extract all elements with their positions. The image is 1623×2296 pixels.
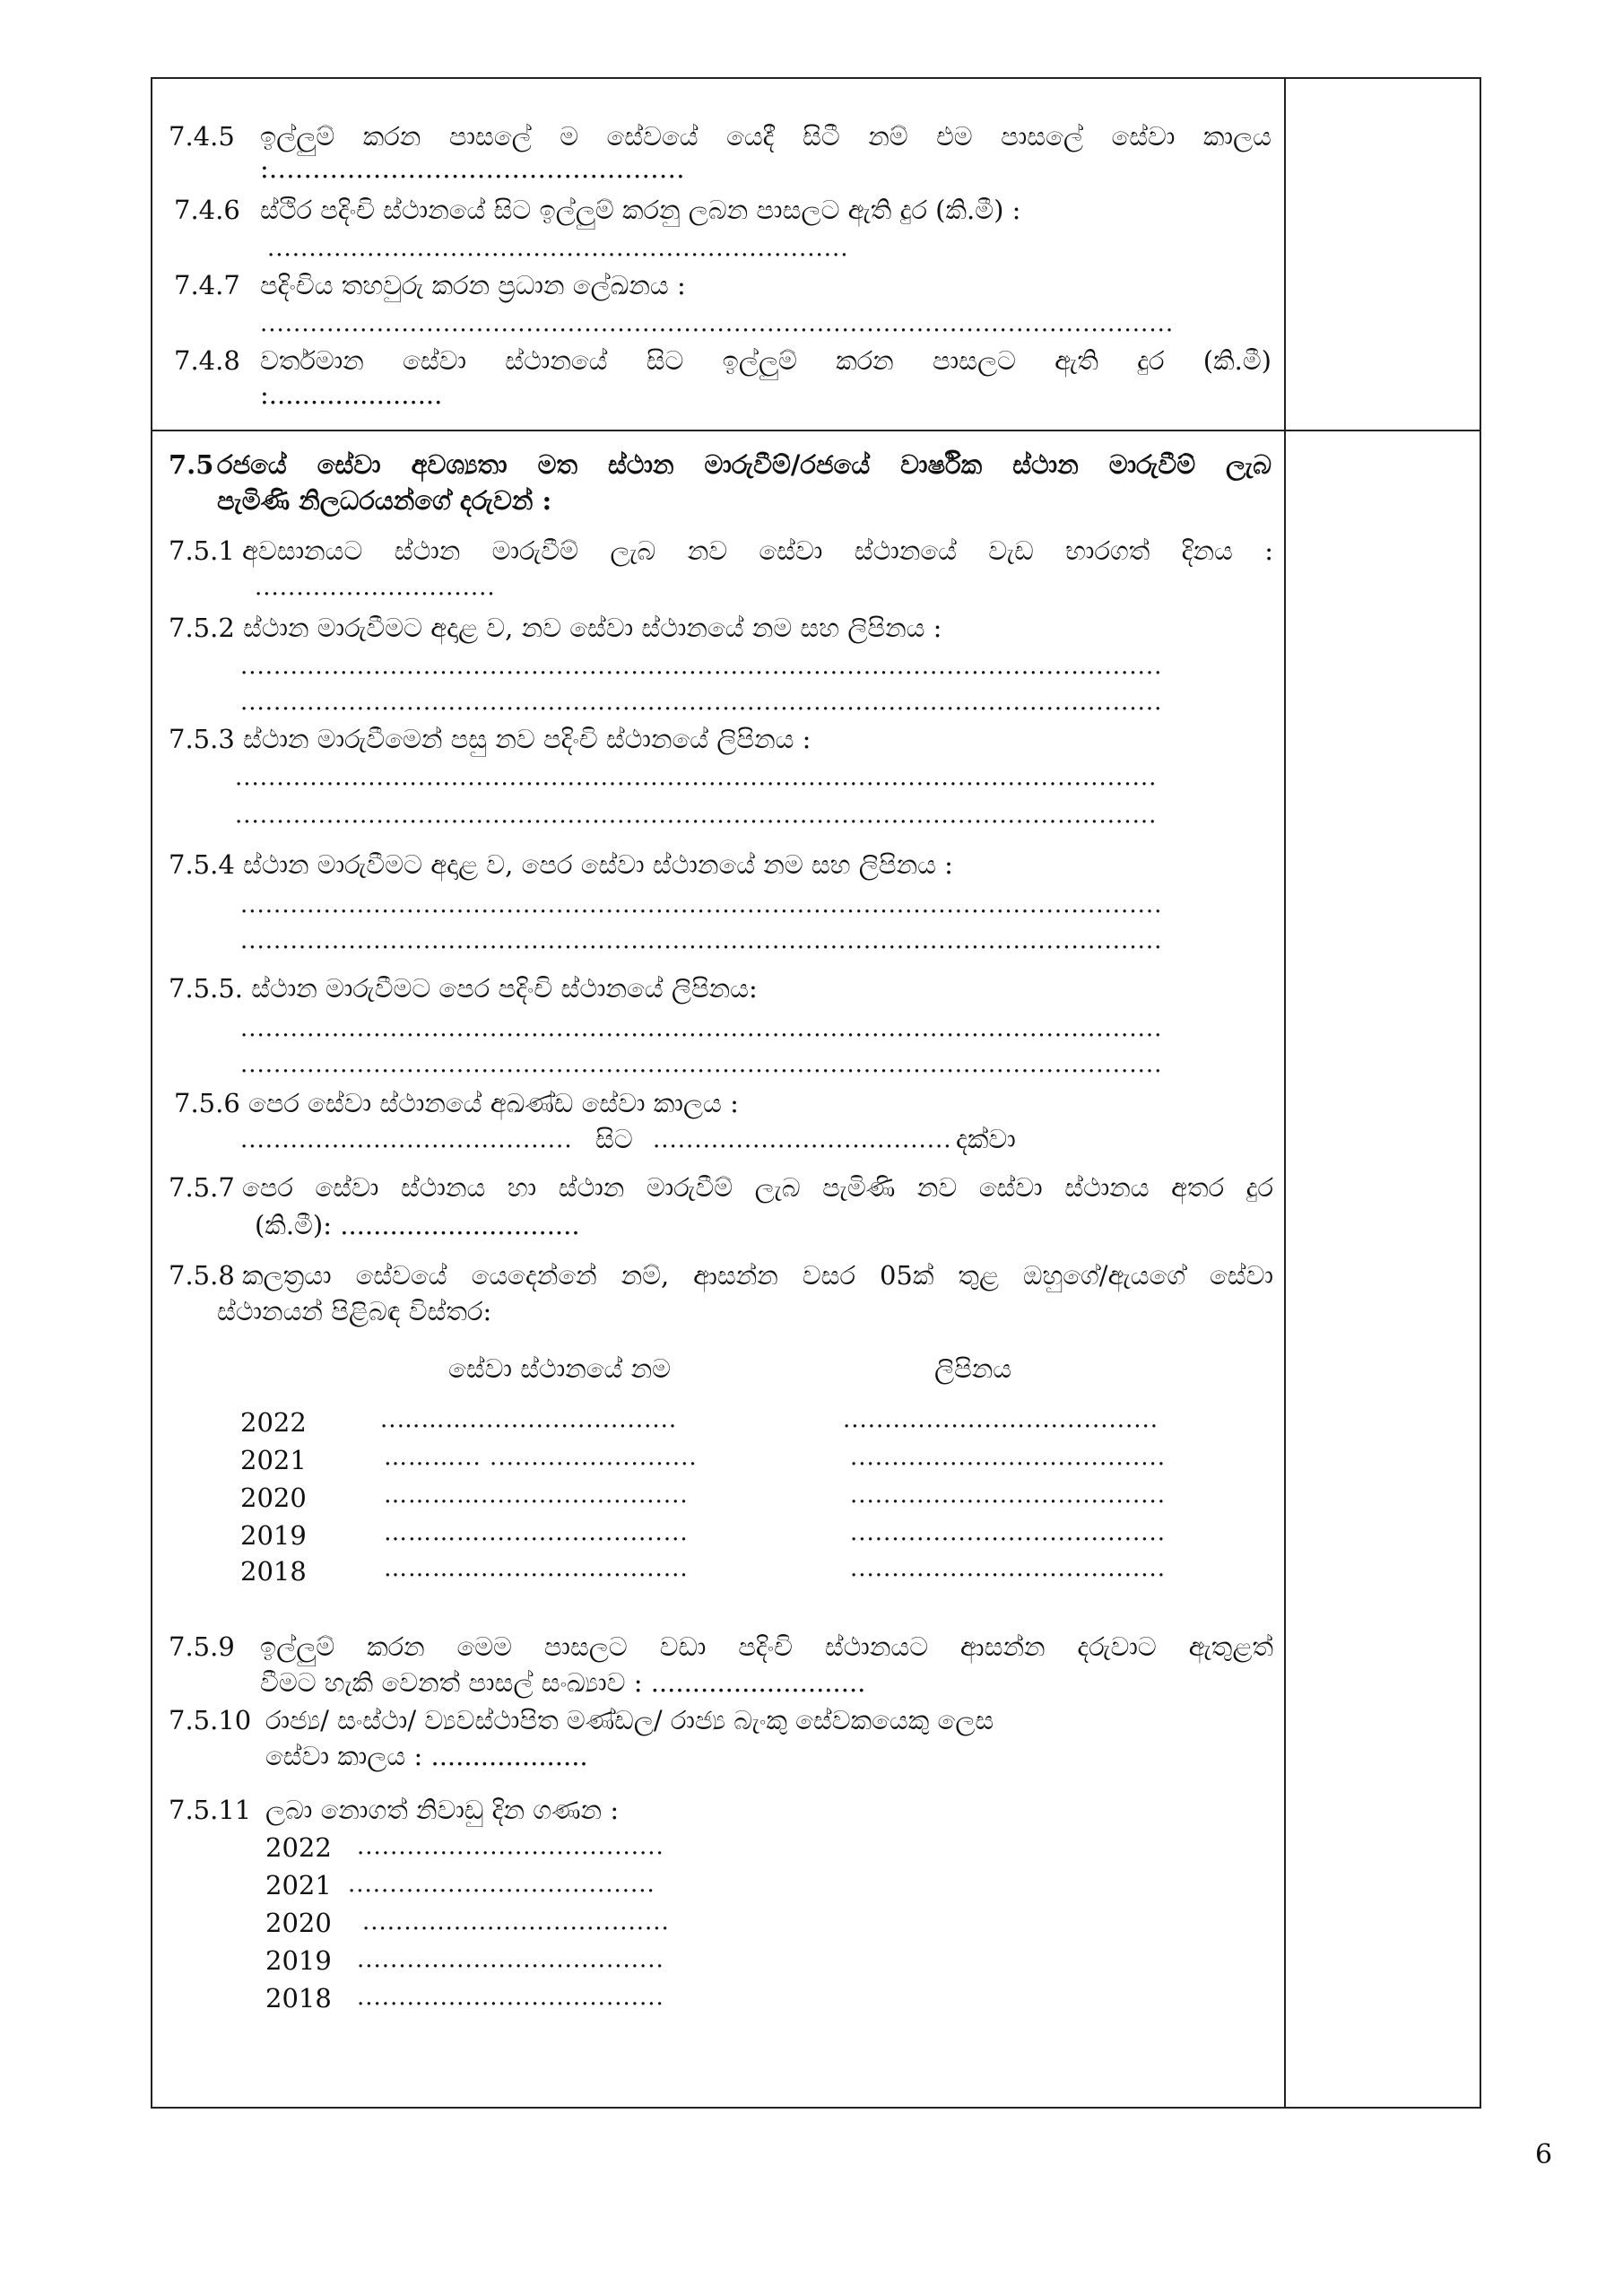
- item-7-5-8-number: 7.5.8: [169, 1260, 235, 1291]
- item-7-5-6-label: 7.5.6 පෙර සේවා ස්ථානයේ අඛණ්ඩ සේවා කාලය :: [174, 1088, 739, 1118]
- item-7-5-9-continuation[interactable]: වීමට හැකි වෙනත් පාසල් සංඛ්‍යාව : ..........................: [260, 1667, 866, 1698]
- item-7-5-3-blank-2[interactable]: ...............................................................................................................: [235, 802, 1158, 829]
- item-7-4-8-blank[interactable]: :.....................: [260, 379, 443, 410]
- spouse-row-year: 2021: [240, 1445, 307, 1475]
- item-7-5-11-number: 7.5.11: [169, 1795, 252, 1825]
- item-7-4-8-text: වර්තමාන සේවා ස්ථානයේ සිට ඉල්ලුම් කරන පාසලට ඇති දුර (කි.මී): [260, 345, 1271, 376]
- leave-row-blank[interactable]: .....................................: [357, 1984, 664, 2011]
- item-7-5-8-continuation: ස්ථානයන් පිළිබඳ විස්තර:: [217, 1296, 492, 1326]
- item-7-5-6-from-blank[interactable]: ........................................: [240, 1126, 573, 1153]
- item-7-5-2-blank-2[interactable]: ...............................................................................................................: [240, 689, 1163, 716]
- leave-row-blank[interactable]: .....................................: [357, 1946, 664, 1973]
- spouse-row-name-blank[interactable]: ..……….........................: [380, 1406, 678, 1433]
- item-7-4-6-blank[interactable]: ......................................................................: [267, 235, 849, 262]
- item-7-5-3-label: 7.5.3 ස්ථාන මාරුවීමෙන් පසු නව පදිංචි ස්ථානයේ ලිපිනය :: [169, 724, 812, 754]
- item-7-5-5-blank-1[interactable]: ...............................................................................................................: [240, 1015, 1163, 1042]
- leave-row-year: 2018: [265, 1983, 332, 2013]
- item-7-4-6-text: ස්ථිර පදිංචි ස්ථානයේ සිට ඉල්ලුම් කරනු ලබන පාසලට ඇති දුර (කි.මී) :: [260, 195, 1021, 225]
- spouse-row-address-blank[interactable]: ......................................: [850, 1482, 1167, 1509]
- spouse-row-year: 2019: [240, 1520, 307, 1551]
- item-7-5-2-blank-1[interactable]: ...............................................................................................................: [240, 653, 1163, 680]
- item-7-4-5-number: 7.4.5: [169, 121, 235, 152]
- leave-row-year: 2021: [265, 1870, 332, 1900]
- item-7-5-1-number: 7.5.1: [169, 535, 235, 566]
- leave-row-blank[interactable]: .....................................: [348, 1871, 655, 1898]
- item-7-5-1-blank[interactable]: .............................: [255, 574, 496, 601]
- leave-row-blank[interactable]: .....................................: [362, 1909, 670, 1935]
- section-7-5-title-line2: පැමිණි නිලධරයන්ගේ දරුවන් :: [217, 485, 552, 516]
- item-7-5-9-text: ඉල්ලුම් කරන මෙම පාසලට වඩා පදිංචි ස්ථානයට ආසන්න දරුවාට ඇතුළත්: [260, 1631, 1273, 1662]
- item-7-5-11-text: ලබා නොගත් නිවාඩු දින ගණන :: [265, 1795, 620, 1825]
- item-7-4-7-text: පදිංචිය තහවුරු කරන ප්‍රධාන ලේඛනය :: [260, 270, 686, 300]
- leave-row-blank[interactable]: .....................................: [357, 1833, 664, 1860]
- item-7-4-7-number: 7.4.7: [174, 270, 240, 300]
- spouse-table-header-address: ලිපිනය: [934, 1353, 1012, 1384]
- item-7-5-10-text: රාජ්‍ය/ සංස්ථා/ ව්‍යවස්ථාපිත මණ්ඩල/ රාජ්‍ය බැංකු සේවකයෙකු ලෙස: [265, 1705, 994, 1735]
- item-7-5-4-blank-2[interactable]: ...............................................................................................................: [240, 927, 1163, 954]
- item-7-5-10-continuation[interactable]: සේවා කාලය : ...................: [265, 1741, 588, 1771]
- spouse-row-address-blank[interactable]: ......................................: [850, 1444, 1167, 1471]
- item-7-5-7-continuation[interactable]: (කි.මී): .............................: [255, 1210, 580, 1240]
- item-7-4-5-blank[interactable]: :…………………………………………: [260, 153, 685, 184]
- spouse-row-address-blank[interactable]: ......................................: [850, 1555, 1167, 1582]
- spouse-row-name-blank[interactable]: ………... .........................: [384, 1444, 698, 1471]
- spouse-row-year: 2018: [240, 1556, 307, 1587]
- item-7-5-9-number: 7.5.9: [169, 1631, 235, 1662]
- item-7-5-6-to-word: දක්වා: [956, 1124, 1016, 1154]
- item-7-5-7-number: 7.5.7: [169, 1172, 235, 1203]
- section-7-5-number: 7.5: [169, 449, 214, 480]
- item-7-5-6-from-word: සිට: [595, 1124, 633, 1154]
- item-7-4-8-number: 7.4.8: [174, 345, 240, 376]
- item-7-5-8-text: කලත්‍රයා සේවයේ යෙදෙන්නේ නම්, ආසන්න වසර 05ක් තුළ ඔහුගේ/ඇයගේ සේවා: [242, 1260, 1273, 1291]
- item-7-5-4-label: 7.5.4 ස්ථාන මාරුවීමට අදාළ ව, පෙර සේවා ස්ථානයේ නම සහ ලිපිනය :: [169, 849, 953, 880]
- item-7-4-7-blank[interactable]: ..............................................................................................................: [260, 310, 1175, 337]
- item-7-5-4-blank-1[interactable]: ...............................................................................................................: [240, 891, 1163, 918]
- row-divider: [152, 430, 1480, 431]
- item-7-5-5-label: 7.5.5. ස්ථාන මාරුවීමට පෙර පදිංචි ස්ථානයේ ලිපිනය:: [169, 973, 758, 1004]
- leave-row-year: 2022: [265, 1832, 332, 1863]
- spouse-table-header-name: සේවා ස්ථානයේ නම: [448, 1353, 672, 1384]
- page-number: 6: [1535, 2139, 1553, 2170]
- item-7-4-6-number: 7.4.6: [174, 195, 240, 225]
- leave-row-year: 2020: [265, 1908, 332, 1938]
- item-7-5-3-blank-1[interactable]: ...............................................................................................................: [235, 764, 1158, 791]
- spouse-row-year: 2020: [240, 1483, 307, 1513]
- item-7-5-6-to-blank[interactable]: ....................................: [653, 1126, 952, 1153]
- item-7-5-2-label: 7.5.2 ස්ථාන මාරුවීමට අදාළ ව, නව සේවා ස්ථානයේ නම සහ ලිපිනය :: [169, 613, 942, 643]
- section-7-5-title-line1: රජයේ සේවා අවශ්‍යතා මත ස්ථාන මාරුවීම්/රජයේ වාර්ෂික ස්ථාන මාරුවීම් ලැබ: [217, 449, 1271, 480]
- item-7-5-7-text: පෙර සේවා ස්ථානය හා ස්ථාන මාරුවීම් ලැබ පැමිණි නව සේවා ස්ථානය අතර දුර: [242, 1172, 1273, 1203]
- spouse-row-name-blank[interactable]: ………….........................: [384, 1555, 689, 1582]
- item-7-5-10-number: 7.5.10: [169, 1705, 252, 1735]
- item-7-5-1-text: අවසානයට ස්ථාන මාරුවීම් ලැබ නව සේවා ස්ථානයේ වැඩ භාරගත් දිනය :: [242, 535, 1273, 566]
- spouse-row-name-blank[interactable]: ………….........................: [384, 1519, 689, 1546]
- spouse-row-address-blank[interactable]: ......................................: [850, 1519, 1167, 1546]
- item-7-5-5-blank-2[interactable]: ...............................................................................................................: [240, 1051, 1163, 1078]
- leave-row-year: 2019: [265, 1945, 332, 1976]
- column-divider: [1284, 79, 1286, 2107]
- spouse-row-address-blank[interactable]: ......................................: [843, 1406, 1159, 1433]
- spouse-row-name-blank[interactable]: ………….........................: [384, 1482, 689, 1509]
- item-7-4-5-text: ඉල්ලුම් කරන පාසලේ ම සේවයේ යෙදී සිටී නම් එම පාසලේ සේවා කාලය: [260, 121, 1271, 152]
- spouse-row-year: 2022: [240, 1407, 307, 1438]
